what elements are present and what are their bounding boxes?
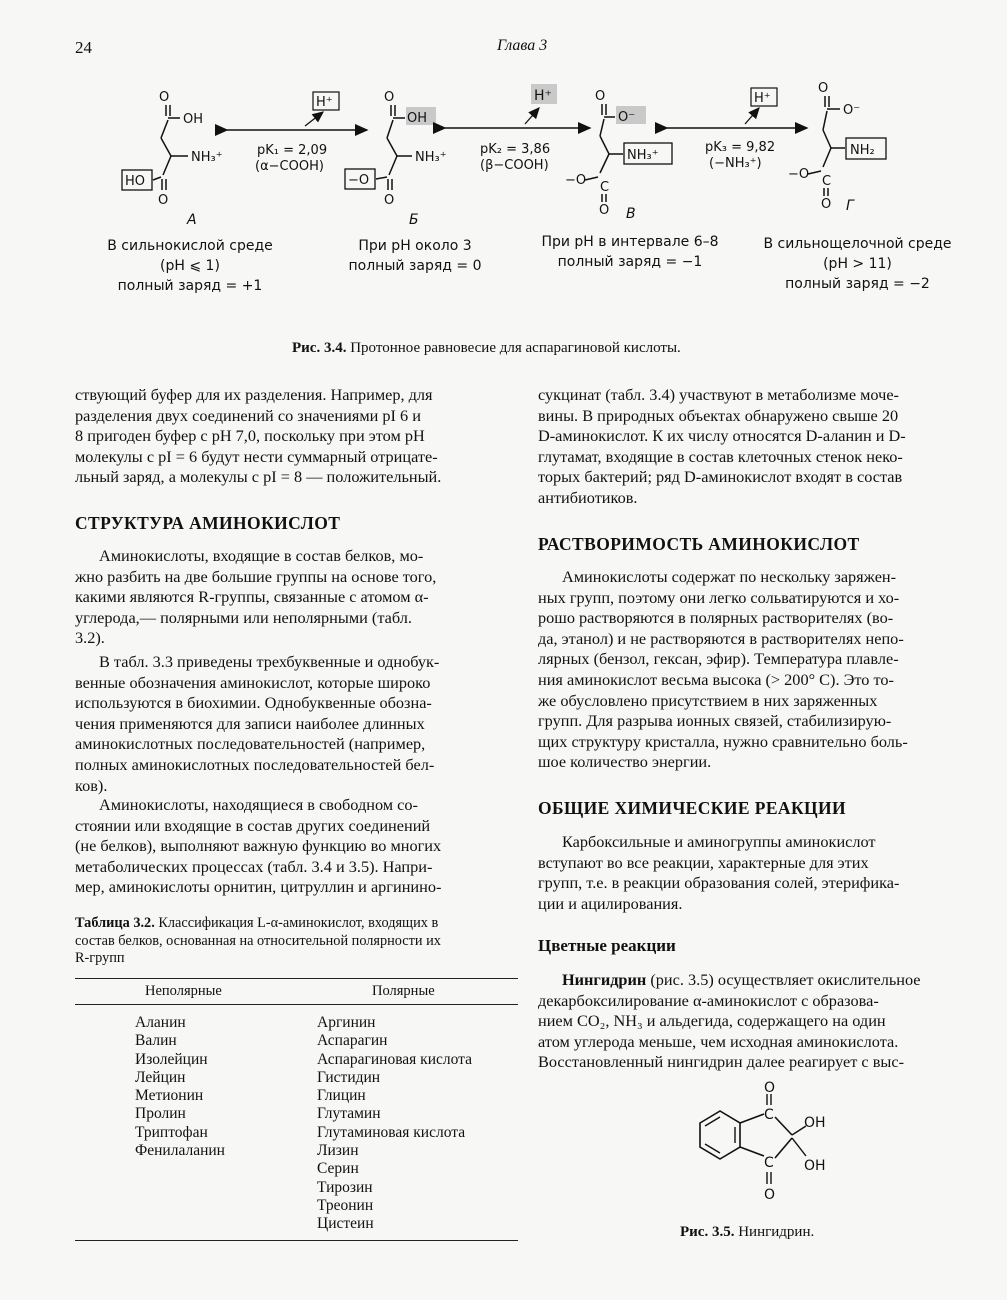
table-row: Цистеин — [317, 1215, 374, 1233]
table-row: Метионин — [135, 1087, 204, 1105]
species-a-letter: А — [187, 212, 197, 228]
species-g-letter: Г — [846, 198, 854, 214]
species-v-letter: В — [626, 206, 636, 222]
subsection-title-color-reactions: Цветные реакции — [538, 936, 676, 955]
svg-text:(β−COOH): (β−COOH) — [480, 158, 549, 173]
svg-text:OH: OH — [804, 1158, 826, 1174]
table-row: Триптофан — [135, 1123, 208, 1141]
svg-text:H⁺: H⁺ — [754, 91, 771, 106]
section-title-structure: СТРУКТУРА АМИНОКИСЛОТ — [75, 513, 341, 533]
section-title-reactions: ОБЩИЕ ХИМИЧЕСКИЕ РЕАКЦИИ — [538, 798, 847, 818]
svg-text:O: O — [818, 81, 829, 96]
table-row: Лизин — [317, 1142, 359, 1160]
figure-3-5-caption: Рис. 3.5. Нингидрин. — [680, 1224, 815, 1240]
svg-text:O: O — [158, 193, 169, 208]
svg-text:O: O — [384, 90, 395, 105]
figure-3-4-caption: Рис. 3.4. Протонное равновесие для аспарагиновой кислоты. — [292, 340, 681, 356]
table-row: Пролин — [135, 1105, 186, 1123]
para-ninhydrin: Нингидрин (рис. 3.5) осуществляет окислительное декарбоксилирование α-аминокислот с образова- нием CO₂, NH₃ и альдегида, содержащего на один атом углерода меньше, чем исходная аминокислота. Восстановленный нингидрин далее реагирует с выс- — [538, 970, 921, 1072]
para-solubility: Аминокислоты содержат по нескольку заряжен- ных групп, поэтому они легко сольватируются и хо- рошо растворяются в полярных растворителях (во- да, этанол) и не растворяются в растворителях непо- лярных (бензол, гексан, эфир). Температура плавле- ния аминокислот весьма высока (> 200° C). Это то- же обусловлено присутствием в них заряженных групп. Для разрыва ионных связей, стабилизирую- щих структуру кристалла, нужно сравнительно боль- шое количество энергии. — [538, 567, 908, 772]
svg-text:OH: OH — [183, 112, 204, 127]
svg-text:−O: −O — [788, 167, 810, 182]
page-number: 24 — [75, 38, 92, 57]
table-top-rule — [75, 978, 518, 979]
species-b-letter: Б — [409, 212, 419, 228]
table-row: Глутамин — [317, 1105, 381, 1123]
svg-text:NH₃⁺: NH₃⁺ — [191, 150, 223, 165]
table-row: Гистидин — [317, 1068, 381, 1086]
table-row: Глутаминовая кислота — [317, 1123, 466, 1141]
svg-text:C: C — [764, 1107, 774, 1123]
svg-text:−O: −O — [565, 173, 587, 188]
left-intro-paragraph: ствующий буфер для их разделения. Например, для разделения двух соединений со значениями pI 6 и 8 пригоден буфер с pH 7,0, поскольку при этом pH молекулы с pI = 6 будут нести суммарный отрицате- льный заряд, а молекулы с pI = 8 — положительный. — [75, 385, 442, 487]
svg-text:OH: OH — [407, 111, 428, 126]
ninhydrin-structure — [680, 1078, 840, 1213]
table-header-rule — [75, 1004, 518, 1005]
svg-text:pK₁ = 2,09: pK₁ = 2,09 — [257, 143, 328, 158]
svg-text:O: O — [764, 1080, 776, 1096]
table-row: Лейцин — [135, 1068, 186, 1086]
table-column-polar — [317, 1014, 472, 1234]
table-row: Треонин — [317, 1196, 374, 1214]
table-row: Валин — [135, 1032, 177, 1050]
section-title-solubility: РАСТВОРИМОСТЬ АМИНОКИСЛОТ — [538, 534, 860, 554]
table-row: Глицин — [317, 1087, 366, 1105]
svg-text:O⁻: O⁻ — [843, 103, 861, 118]
para-reactions: Карбоксильные и аминогруппы аминокислот вступают во все реакции, характерные для этих групп, т.е. в реакции образования солей, этерифика- ции и ацилирования. — [538, 832, 900, 913]
species-b-structure — [345, 90, 447, 208]
chapter-running-head: Глава 3 — [497, 37, 548, 54]
table-row: Фенилаланин — [135, 1142, 225, 1160]
table-row: Тирозин — [317, 1178, 373, 1196]
svg-text:O: O — [384, 193, 395, 208]
svg-text:pK₃ = 9,82: pK₃ = 9,82 — [705, 140, 776, 155]
svg-text:OH: OH — [804, 1115, 826, 1131]
species-a-condition: В сильнокислой среде (pH ⩽ 1) полный заряд = +1 — [107, 238, 273, 294]
svg-text:(α−COOH): (α−COOH) — [255, 159, 324, 174]
species-b-condition: При pH около 3 полный заряд = 0 — [348, 238, 482, 274]
species-a-structure — [122, 90, 223, 208]
table-row: Аргинин — [317, 1014, 376, 1031]
svg-text:O: O — [599, 203, 610, 218]
table-row: Изолейцин — [135, 1050, 208, 1068]
svg-text:H⁺: H⁺ — [316, 95, 333, 110]
table-row: Аланин — [135, 1014, 186, 1031]
svg-text:pK₂ = 3,86: pK₂ = 3,86 — [480, 142, 551, 157]
svg-text:C: C — [600, 180, 610, 195]
svg-text:NH₃⁺: NH₃⁺ — [627, 148, 659, 163]
species-g-structure — [788, 81, 886, 212]
table-bottom-rule — [75, 1240, 518, 1241]
svg-text:C: C — [822, 174, 832, 189]
svg-text:O: O — [595, 89, 606, 104]
para-structure-1: Аминокислоты, входящие в состав белков, мо- жно разбить на две большие группы на основе того, какими являются R-группы, связанные с атомом α- углерода,— полярными или неполярными (табл. 3.2). — [75, 546, 437, 648]
svg-text:NH₃⁺: NH₃⁺ — [415, 150, 447, 165]
table-row: Аспарагин — [317, 1032, 388, 1050]
svg-text:O⁻: O⁻ — [618, 110, 636, 125]
svg-text:−O: −O — [348, 173, 370, 188]
svg-text:C: C — [764, 1155, 774, 1171]
table-header-polar: Полярные — [372, 983, 435, 999]
species-g-condition: В сильнощелочной среде (pH > 11) полный заряд = −2 — [763, 236, 952, 292]
svg-text:(−NH₃⁺): (−NH₃⁺) — [709, 156, 762, 171]
table-row: Серин — [317, 1160, 359, 1178]
table-3-2-caption: Таблица 3.2. Классификация L-α-аминокислот, входящих в состав белков, основанная на относительной полярности их R-групп — [75, 915, 441, 966]
svg-text:O: O — [764, 1187, 776, 1203]
para-structure-2: В табл. 3.3 приведены трехбуквенные и однобук- венные обозначения аминокислот, которые широко используются в биохимии. Однобуквенные обозна- чения применяются для записи наиболее длинных аминокислотных последовательностей (например, полных аминокислотных последовательностей бел- ков). — [75, 652, 440, 795]
right-intro-paragraph: сукцинат (табл. 3.4) участвуют в метаболизме моче- вины. В природных объектах обнаружено свыше 20 D-аминокислот. К их числу относятся D-аланин и D- глутамат, входящие в состав клеточных стенок неко- торых бактерий; ряд D-аминокислот входят в состав антибиотиков. — [538, 385, 906, 507]
table-header-nonpolar: Неполярные — [145, 983, 222, 999]
svg-text:NH₂: NH₂ — [850, 143, 875, 158]
svg-text:HO: HO — [125, 174, 146, 189]
svg-text:O: O — [159, 90, 170, 105]
table-row: Аспарагиновая кислота — [317, 1050, 473, 1068]
species-v-structure — [565, 89, 672, 218]
species-v-condition: При pH в интервале 6–8 полный заряд = −1 — [541, 234, 719, 270]
svg-text:O: O — [821, 197, 832, 212]
table-column-nonpolar — [135, 1014, 225, 1160]
svg-text:H⁺: H⁺ — [534, 88, 552, 104]
para-structure-3: Аминокислоты, находящиеся в свободном со- стоянии или входящие в состав других соединений (не белков), выполняют важную функцию во многих метаболических процессах (табл. 3.4 и 3.5). Напри- мер, аминокислоты орнитин, цитруллин и аргинино- — [75, 795, 442, 897]
